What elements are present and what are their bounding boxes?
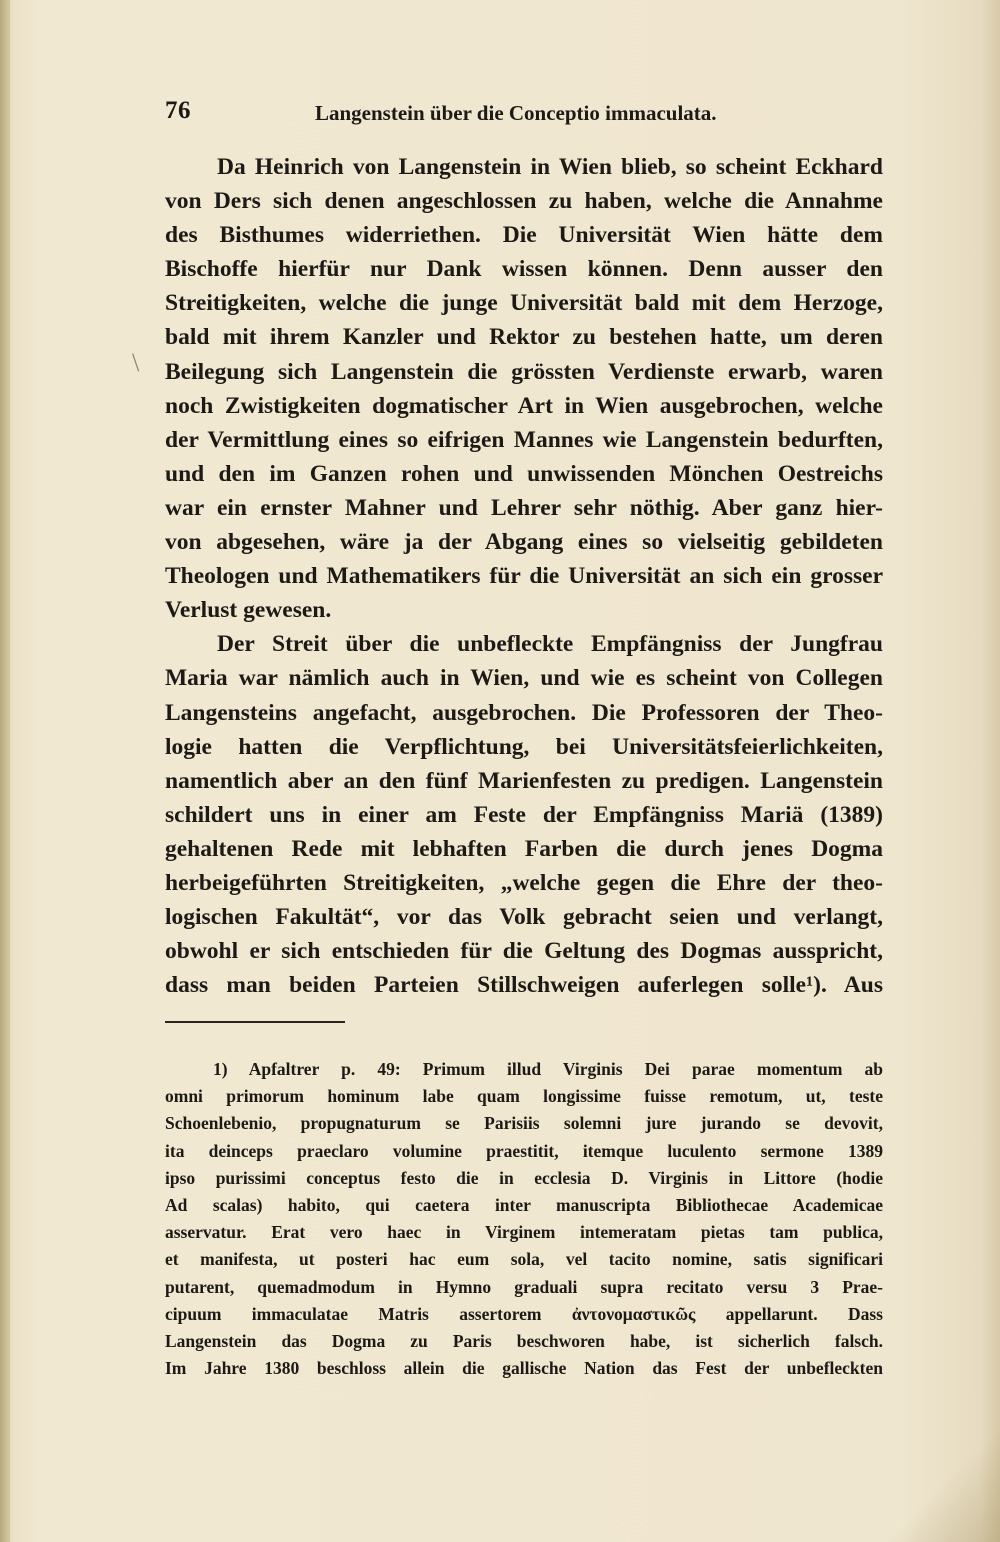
text-line: Theologen und Mathematikers für die Universität an sich ein grosser	[165, 563, 883, 590]
footnote-line: et manifesta, ut posteri hac eum sola, vel tacito nomine, satis significari	[165, 1249, 883, 1270]
text-line: obwohl er sich entschieden für die Geltung des Dogmas ausspricht,	[165, 938, 883, 965]
text-line: namentlich aber an den fünf Marienfesten zu predigen. Langenstein	[165, 767, 883, 794]
text-line: noch Zwistigkeiten dogmatischer Art in Wien ausgebrochen, welche	[165, 392, 883, 419]
page-header	[165, 97, 885, 133]
footnote-line: Langenstein das Dogma zu Paris beschworen habe, ist sicherlich falsch.	[165, 1331, 883, 1352]
text-line: bald mit ihrem Kanzler und Rektor zu bestehen hatte, um deren	[165, 324, 883, 351]
text-line: herbeigeführten Streitigkeiten, „welche gegen die Ehre der theo-	[165, 869, 883, 896]
footnote-line: Schoenlebenio, propugnaturum se Parisiis solemni jure jurando se devovit,	[165, 1113, 883, 1134]
text-line: dass man beiden Parteien Stillschweigen auferlegen solle¹). Aus	[165, 972, 883, 999]
text-line: der Vermittlung eines so eifrigen Mannes wie Langenstein bedurften,	[165, 426, 883, 453]
text-line: logischen Fakultät“, vor das Volk gebracht seien und verlangt,	[165, 904, 883, 931]
text-line: des Bisthumes widerriethen. Die Universität Wien hätte dem	[165, 222, 883, 249]
text-line: gehaltenen Rede mit lebhaften Farben die durch jenes Dogma	[165, 835, 883, 862]
page-spine	[0, 0, 10, 1542]
text-line: Verlust gewesen.	[165, 597, 332, 624]
footnote-line: cipuum immaculatae Matris assertorem ἀντονομαστικῶς appellarunt. Dass	[165, 1303, 883, 1324]
text-line: Da Heinrich von Langenstein in Wien blieb, so scheint Eckhard	[217, 154, 883, 180]
footnote-line: ita deinceps praeclaro volumine praestitit, itemque luculento sermone 1389	[165, 1140, 883, 1161]
text-line: Bischoffe hierfür nur Dank wissen können. Denn ausser den	[165, 256, 883, 283]
footnote-line: 1) Apfaltrer p. 49: Primum illud Virginis Dei parae momentum ab	[213, 1059, 883, 1079]
main-text	[165, 150, 883, 1002]
footnote-line: asservatur. Erat vero haec in Virginem intemeratam pietas tam publica,	[165, 1222, 883, 1243]
page-corner-shadow	[880, 1402, 1000, 1542]
footnote	[165, 1056, 883, 1382]
text-line: logie hatten die Verpflichtung, bei Universitätsfeierlichkeiten,	[165, 733, 883, 760]
footnote-line: omni primorum hominum labe quam longissime fuisse remotum, ut, teste	[165, 1086, 883, 1107]
text-line: Beilegung sich Langenstein die grössten Verdienste erwarb, waren	[165, 358, 883, 385]
text-line: Langensteins angefacht, ausgebrochen. Die Professoren der Theo-	[165, 699, 883, 726]
footnote-rule	[165, 1021, 345, 1023]
text-line: von abgesehen, wäre ja der Abgang eines so vielseitig gebildeten	[165, 529, 883, 556]
text-line: von Ders sich denen angeschlossen zu haben, welche die Annahme	[165, 188, 883, 215]
footnote-line: Ad scalas) habito, qui caetera inter manuscripta Bibliothecae Academicae	[165, 1195, 883, 1216]
text-line: Maria war nämlich auch in Wien, und wie es scheint von Collegen	[165, 665, 883, 692]
text-line: Der Streit über die unbefleckte Empfängniss der Jungfrau	[217, 631, 883, 658]
footnote-line: Im Jahre 1380 beschloss allein die gallische Nation das Fest der unbefleckten	[165, 1358, 883, 1379]
footnote-line: ipso purissimi conceptus festo die in ecclesia D. Virginis in Littore (hodie	[165, 1167, 883, 1188]
text-line: und den im Ganzen rohen und unwissenden Mönchen Oestreichs	[165, 460, 883, 487]
text-line: war ein ernster Mahner und Lehrer sehr nöthig. Aber ganz hier-	[165, 494, 883, 521]
text-line: schildert uns in einer am Feste der Empfängniss Mariä (1389)	[165, 801, 883, 828]
footnote-line: putarent, quemadmodum in Hymno graduali supra recitato versu 3 Prae-	[165, 1276, 883, 1297]
page-number: 76	[165, 97, 191, 124]
margin-pencil-mark: \	[132, 348, 140, 377]
text-line: Streitigkeiten, welche die junge Universität bald mit dem Herzoge,	[165, 290, 883, 317]
running-title: Langenstein über die Conceptio immaculata.	[315, 101, 717, 125]
